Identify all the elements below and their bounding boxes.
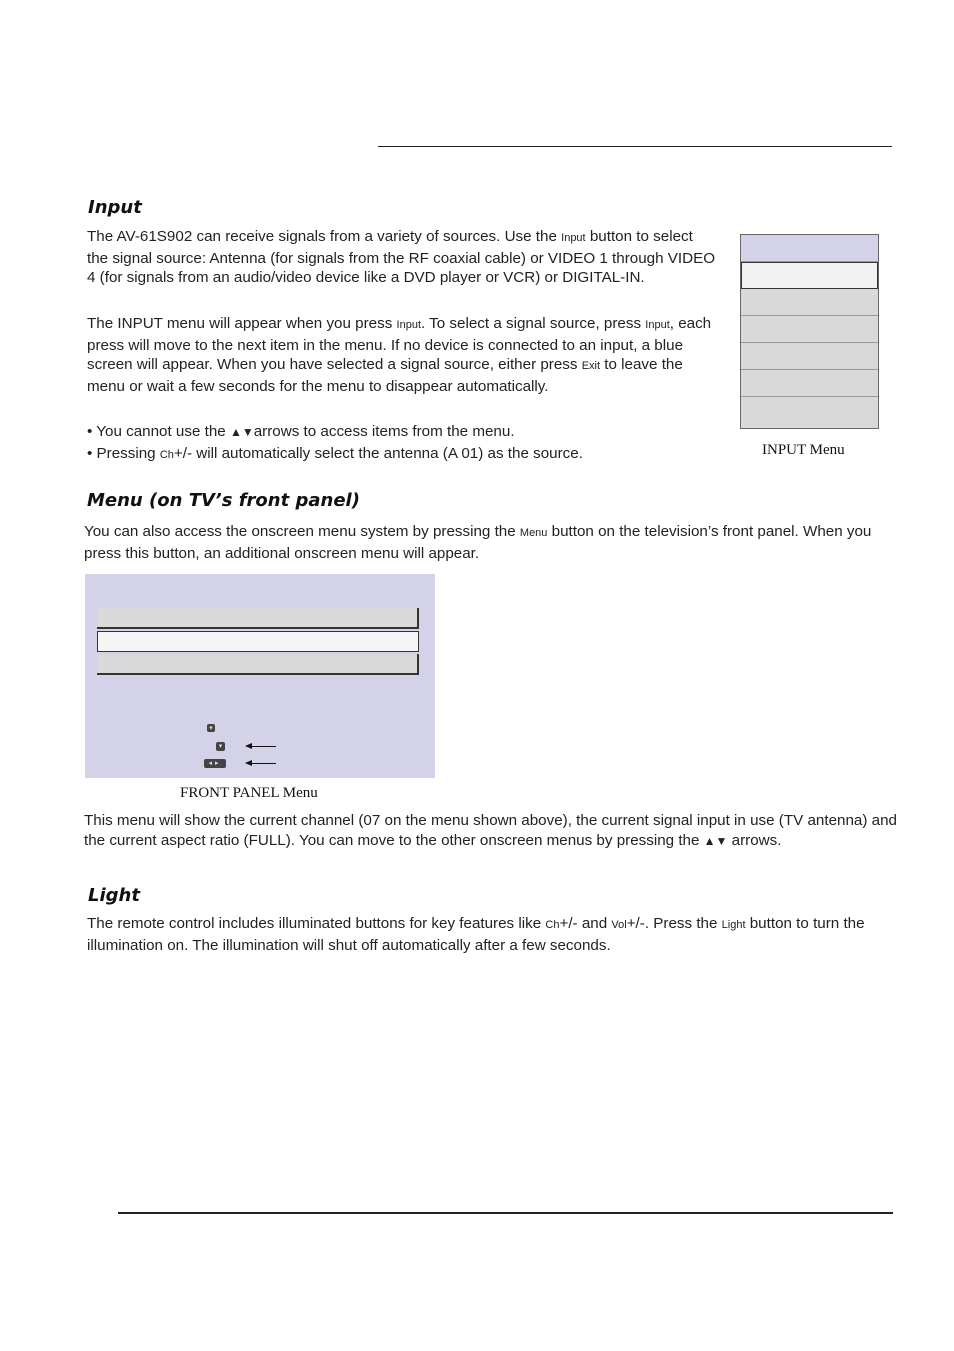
light-paragraph: The remote control includes illuminated buttons for key features like Ch+/- and Vol+/-. Press the Light button to turn the illumination on. The illumination will shut off automatically after a few seconds. — [87, 915, 865, 954]
menu-paragraph-1: You can also access the onscreen menu system by pressing the Menu button on the television’s front panel. When you press this button, an additional onscreen menu will appear. — [84, 523, 872, 562]
bullet-arrows: • You cannot use the ▲▼arrows to access items from the menu. — [87, 423, 515, 440]
input-menu-selected-item — [741, 262, 878, 289]
front-panel-menu-item — [97, 608, 419, 629]
input-menu-item — [741, 397, 878, 424]
input-heading: Input — [88, 197, 142, 218]
front-panel-menu-caption: FRONT PANEL Menu — [180, 785, 318, 801]
input-paragraph-1: The AV-61S902 can receive signals from a variety of sources. Use the Input button to select the signal source: Antenna (for signals from the RF coaxial cable) or VIDEO 1 through VIDEO 4 (for signals from an audio/video device like a DVD player or VCR) or DIGITAL-IN. — [87, 228, 716, 287]
menu-heading: Menu (on TV’s front panel) — [87, 490, 360, 511]
input-menu-item — [741, 289, 878, 316]
up-down-arrows-icon: ▲▼ — [703, 833, 728, 848]
arrow-line — [248, 763, 276, 764]
bottom-rule — [118, 1212, 893, 1214]
up-down-arrows-icon: ▲▼ — [229, 425, 254, 439]
input-menu-item — [741, 343, 878, 370]
top-rule — [378, 146, 892, 147]
bullet-channel: • Pressing Ch+/- will automatically select the antenna (A 01) as the source. — [87, 445, 583, 462]
left-right-button-icon: ◂▸ — [204, 759, 226, 768]
light-heading: Light — [88, 885, 140, 906]
input-menu-item — [741, 370, 878, 397]
down-button-icon: ▾ — [216, 742, 225, 751]
down-button-icon: ▾ — [207, 724, 215, 732]
input-menu-caption: INPUT Menu — [762, 442, 845, 458]
front-panel-menu-illustration — [85, 574, 435, 778]
input-menu-title-bar — [741, 235, 878, 262]
input-menu-item — [741, 316, 878, 343]
input-paragraph-2: The INPUT menu will appear when you press Input. To select a signal source, press Input, each press will move to the next item in the menu. If no device is connected to an input, a blue screen will appear. When you have selected a signal source, either press Exit to leave the menu or wait a few seconds for the menu to disappear automatically. — [87, 315, 712, 395]
input-menu-illustration — [740, 234, 879, 429]
front-panel-menu-item — [97, 654, 419, 675]
menu-paragraph-2: This menu will show the current channel (07 on the menu shown above), the current signal input in use (TV antenna) and the current aspect ratio (FULL). You can move to the other onscreen menus by pressing the ▲▼ arrows. — [84, 812, 897, 849]
front-panel-menu-selected-item — [97, 631, 419, 652]
arrow-line — [248, 746, 276, 747]
input-bullets — [87, 421, 707, 466]
